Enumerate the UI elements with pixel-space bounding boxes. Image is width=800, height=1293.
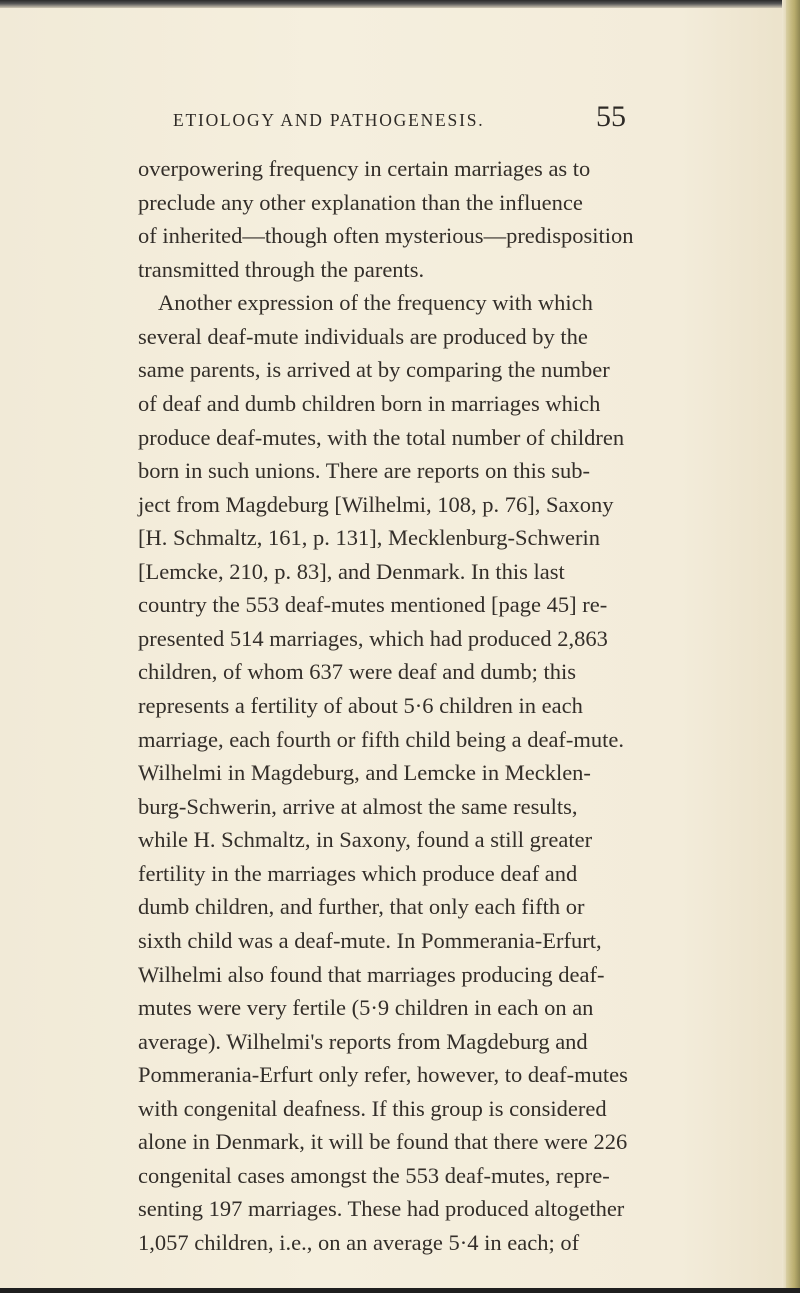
- text-line: ject from Magdeburg [Wilhelmi, 108, p. 76], Saxony: [138, 491, 614, 517]
- text-line: [H. Schmaltz, 161, p. 131], Mecklenburg-Schwerin: [138, 525, 600, 551]
- text-line: fertility in the marriages which produce deaf and: [138, 860, 578, 886]
- text-line: presented 514 marriages, which had produced 2,863: [138, 625, 608, 651]
- text-line: average). Wilhelmi's reports from Magdeburg and: [138, 1028, 588, 1054]
- text-line: preclude any other explanation than the influence: [138, 189, 583, 215]
- text-line: senting 197 marriages. These had produced altogether: [138, 1196, 625, 1222]
- text-line: dumb children, and further, that only each fifth or: [138, 894, 585, 920]
- text-line: children, of whom 637 were deaf and dumb; this: [138, 659, 577, 685]
- body-text: [138, 152, 778, 1260]
- text-line: transmitted through the parents.: [138, 256, 425, 282]
- text-line: with congenital deafness. If this group is considered: [138, 1095, 607, 1121]
- text-line: of inherited—though often mysterious—predisposition: [138, 223, 634, 249]
- running-head-title: ETIOLOGY AND PATHOGENESIS.: [173, 110, 485, 130]
- text-line: Wilhelmi in Magdeburg, and Lemcke in Mecklen-: [138, 760, 591, 786]
- text-line: several deaf-mute individuals are produced by the: [138, 323, 588, 349]
- text-line: born in such unions. There are reports on this sub-: [138, 458, 590, 484]
- text-line: produce deaf-mutes, with the total number of children: [138, 424, 625, 450]
- text-line: represents a fertility of about 5·6 children in each: [138, 693, 583, 718]
- text-line: Pommerania-Erfurt only refer, however, to deaf-mutes: [138, 1062, 628, 1088]
- text-line: of deaf and dumb children born in marriages which: [138, 390, 601, 416]
- text-line: country the 553 deaf-mutes mentioned [page 45] re-: [138, 592, 608, 618]
- page-bottom-edge: [0, 1288, 800, 1293]
- text-line: congenital cases amongst the 553 deaf-mutes, repre-: [138, 1162, 610, 1188]
- text-line: overpowering frequency in certain marriages as to: [138, 156, 591, 181]
- running-head: [0, 100, 800, 140]
- text-line: marriage, each fourth or fifth child being a deaf-mute.: [138, 726, 625, 752]
- page-number: 55: [596, 100, 626, 133]
- text-line: Another expression of the frequency with which: [158, 290, 593, 316]
- text-line: mutes were very fertile (5·9 children in each on an: [138, 995, 594, 1021]
- text-line: same parents, is arrived at by comparing the number: [138, 357, 610, 383]
- page-top-edge: [0, 0, 800, 8]
- book-spine-edge: [786, 0, 800, 1293]
- text-line: 1,057 children, i.e., on an average 5·4 in each; of: [138, 1230, 580, 1255]
- text-line: alone in Denmark, it will be found that there were 226: [138, 1129, 628, 1155]
- text-line: while H. Schmaltz, in Saxony, found a still greater: [138, 827, 593, 853]
- text-line: [Lemcke, 210, p. 83], and Denmark. In this last: [138, 558, 565, 584]
- text-line: burg-Schwerin, arrive at almost the same results,: [138, 793, 578, 819]
- text-line: sixth child was a deaf-mute. In Pommerania-Erfurt,: [138, 927, 602, 953]
- text-line: Wilhelmi also found that marriages producing deaf-: [138, 961, 605, 987]
